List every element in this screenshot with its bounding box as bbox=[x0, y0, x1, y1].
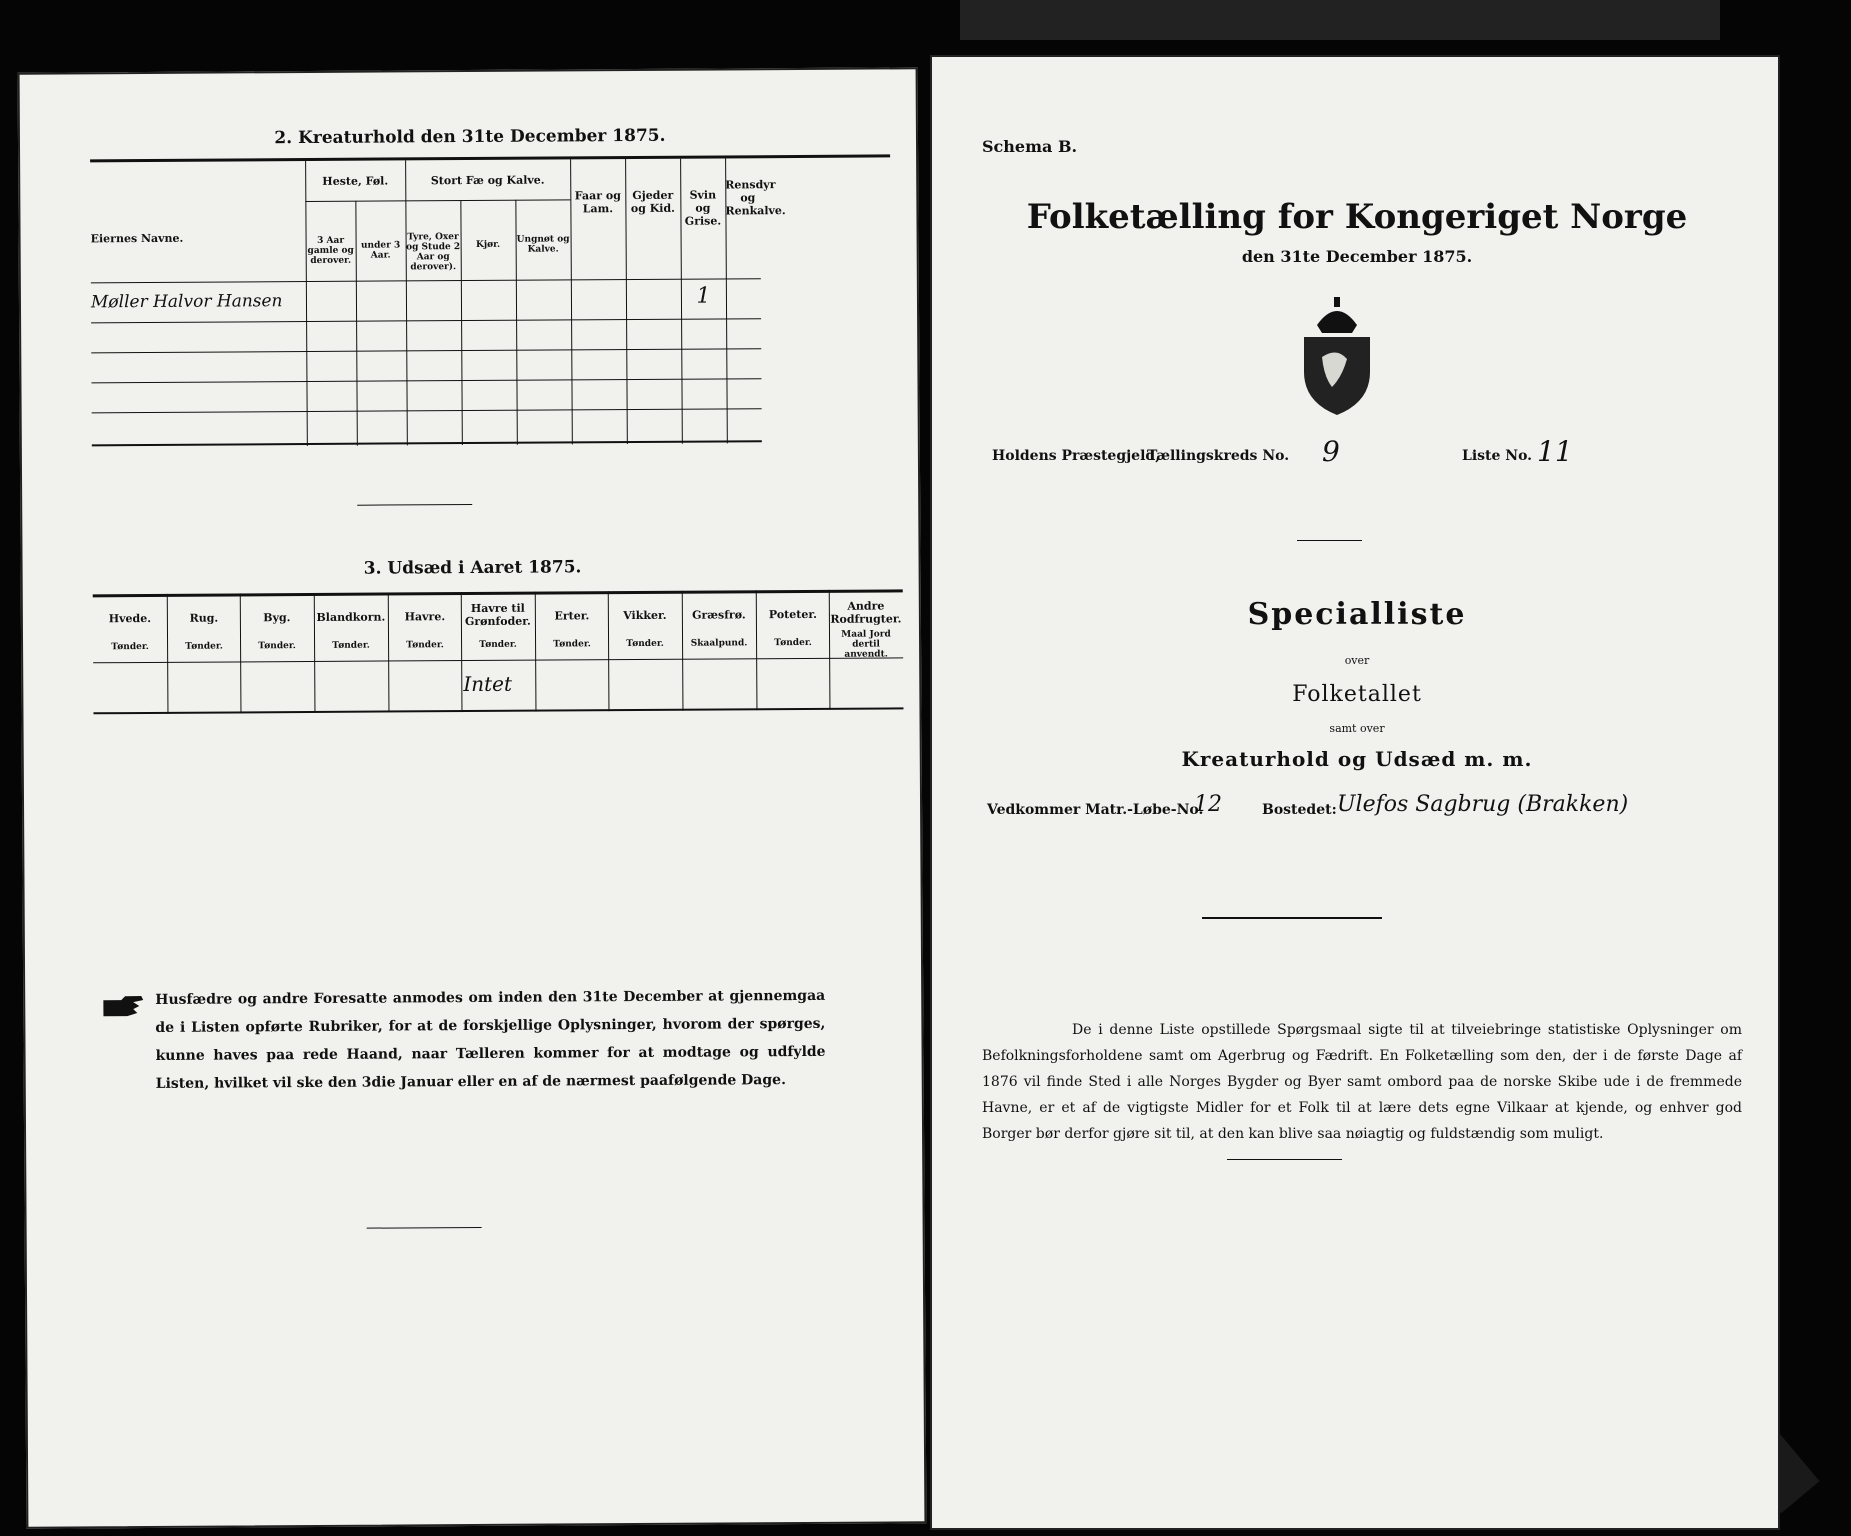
kreds-label: Tællingskreds No. bbox=[1147, 448, 1290, 464]
kreaturhold-label: Kreaturhold og Udsæd m. m. bbox=[1181, 747, 1533, 771]
kreatur-table bbox=[90, 157, 892, 447]
coat-of-arms-icon bbox=[1292, 297, 1382, 417]
bottom-divider bbox=[1227, 1159, 1342, 1160]
right-page bbox=[930, 55, 1780, 1530]
col-header-ungnot: Ungnøt og Kalve. bbox=[516, 234, 570, 255]
col-header-stort-fae: Stort Fæ og Kalve. bbox=[430, 173, 545, 188]
udsaed-col-header: Andre Rodfrugter. bbox=[830, 599, 902, 626]
short-divider bbox=[1297, 540, 1362, 541]
notice-text: Husfædre og andre Foresatte anmodes om inden den 31te December at gjennemgaa de i Listen opførte Rubriker, for at de forskjellige Oplysninger, hvorom der spørges, kunne haves paa rede Haand, naar Tælleren kommer for at modtage og udfylde Listen, hvilket vil ske den 3die Januar eller en af de nærmest paafølgende Dage. bbox=[155, 987, 826, 1092]
udsaed-table bbox=[93, 589, 904, 714]
section3-title: 3. Udsæd i Aaret 1875. bbox=[363, 557, 582, 579]
udsaed-col-header: Havre. bbox=[404, 610, 446, 624]
binder-clip-top bbox=[960, 0, 1720, 40]
col-header-heste-under3: under 3 Aar. bbox=[360, 240, 401, 261]
udsaed-col-unit: Tønder. bbox=[258, 641, 296, 652]
udsaed-col-unit: Tønder. bbox=[626, 638, 664, 650]
udsaed-col-unit: Tønder. bbox=[406, 640, 444, 651]
bottom-divider bbox=[367, 1227, 482, 1229]
section2-title: 2. Kreaturhold den 31te December 1875. bbox=[274, 125, 666, 149]
prestegjeld-label: Holdens Præstegjeld, bbox=[992, 448, 1161, 464]
form-title: Folketælling for Kongeriget Norge bbox=[1026, 197, 1688, 237]
kreds-number: 9 bbox=[1322, 435, 1340, 468]
col-header-eier: Eiernes Navne. bbox=[90, 231, 184, 246]
udsaed-col-header: Hvede. bbox=[108, 611, 152, 626]
col-header-heste: Heste, Føl. bbox=[322, 174, 389, 188]
udsaed-col-unit: Maal Jord dertil anvendt. bbox=[841, 629, 891, 660]
long-divider bbox=[1202, 917, 1382, 919]
udsaed-col-unit: Skaalpund. bbox=[690, 638, 748, 649]
udsaed-col-unit: Tønder. bbox=[479, 639, 517, 650]
udsaed-entry: Intet bbox=[463, 671, 513, 697]
col-header-tyre: Tyre, Oxer og Stude 2 Aar og derover). bbox=[406, 232, 461, 273]
udsaed-col-header: Græsfrø. bbox=[692, 608, 746, 622]
udsaed-col-header: Havre til Grønfoder. bbox=[464, 601, 531, 629]
specialliste-title: Specialliste bbox=[1247, 597, 1467, 632]
udsaed-col-unit: Tønder. bbox=[774, 637, 812, 649]
info-paragraph: De i denne Liste opstillede Spørgsmaal sigte til at tilveiebringe statistiske Oplysninger om Befolkningsforholdene samt om Agerbrug og Fædrift. En Folketælling som den, der i de første Dage af 1876 vil finde Sted i alle Norges Bygder og Byer samt ombord paa de norske Skibe ude i de fremmede Havne, er et af de vigtigste Midler for et Folk til at lære dets egne Vilkaar at kjende, og enhver god Borger bør derfor gjøre sit til, at den kan blive saa nøiagtig og fuldstændig som muligt. bbox=[982, 1022, 1742, 1142]
samt-over-label: samt over bbox=[1329, 722, 1385, 735]
schema-label: Schema B. bbox=[982, 137, 1078, 156]
col-header-heste-3aar: 3 Aar gamle og derover. bbox=[307, 235, 354, 266]
form-subtitle: den 31te December 1875. bbox=[1241, 247, 1473, 266]
left-page bbox=[18, 67, 927, 1528]
over-label: over bbox=[1344, 654, 1370, 667]
liste-number: 11 bbox=[1537, 435, 1573, 468]
row-svin-value: 1 bbox=[696, 283, 711, 309]
bostedet-value: Ulefos Sagbrug (Brakken) bbox=[1337, 792, 1629, 817]
col-header-rensdyr: Rensdyr og Renkalve. bbox=[725, 178, 786, 218]
udsaed-col-header: Blandkorn. bbox=[316, 610, 386, 624]
udsaed-col-unit: Tønder. bbox=[111, 641, 149, 653]
udsaed-col-unit: Tønder. bbox=[553, 639, 591, 650]
udsaed-col-header: Poteter. bbox=[768, 607, 817, 622]
matr-number: 12 bbox=[1194, 792, 1222, 817]
liste-label: Liste No. bbox=[1462, 448, 1533, 464]
udsaed-col-unit: Tønder. bbox=[332, 640, 370, 651]
udsaed-col-unit: Tønder. bbox=[185, 641, 223, 652]
bostedet-label: Bostedet: bbox=[1262, 802, 1337, 818]
col-header-gjeder: Gjeder og Kid. bbox=[630, 188, 676, 216]
col-header-kjor: Kjør. bbox=[476, 239, 501, 250]
udsaed-col-header: Byg. bbox=[263, 611, 291, 625]
udsaed-col-header: Rug. bbox=[189, 611, 219, 625]
short-divider bbox=[357, 504, 472, 506]
row-owner-name: Møller Halvor Hansen bbox=[90, 291, 283, 313]
folketallet-label: Folketallet bbox=[1292, 682, 1422, 707]
udsaed-col-header: Erter. bbox=[554, 609, 590, 623]
col-header-svin: Svin og Grise. bbox=[684, 188, 722, 228]
udsaed-col-header: Vikker. bbox=[623, 608, 667, 623]
col-header-faar: Faar og Lam. bbox=[574, 189, 621, 216]
pointing-hand-icon bbox=[103, 996, 143, 1018]
matr-label: Vedkommer Matr.-Løbe-No. bbox=[987, 802, 1204, 818]
